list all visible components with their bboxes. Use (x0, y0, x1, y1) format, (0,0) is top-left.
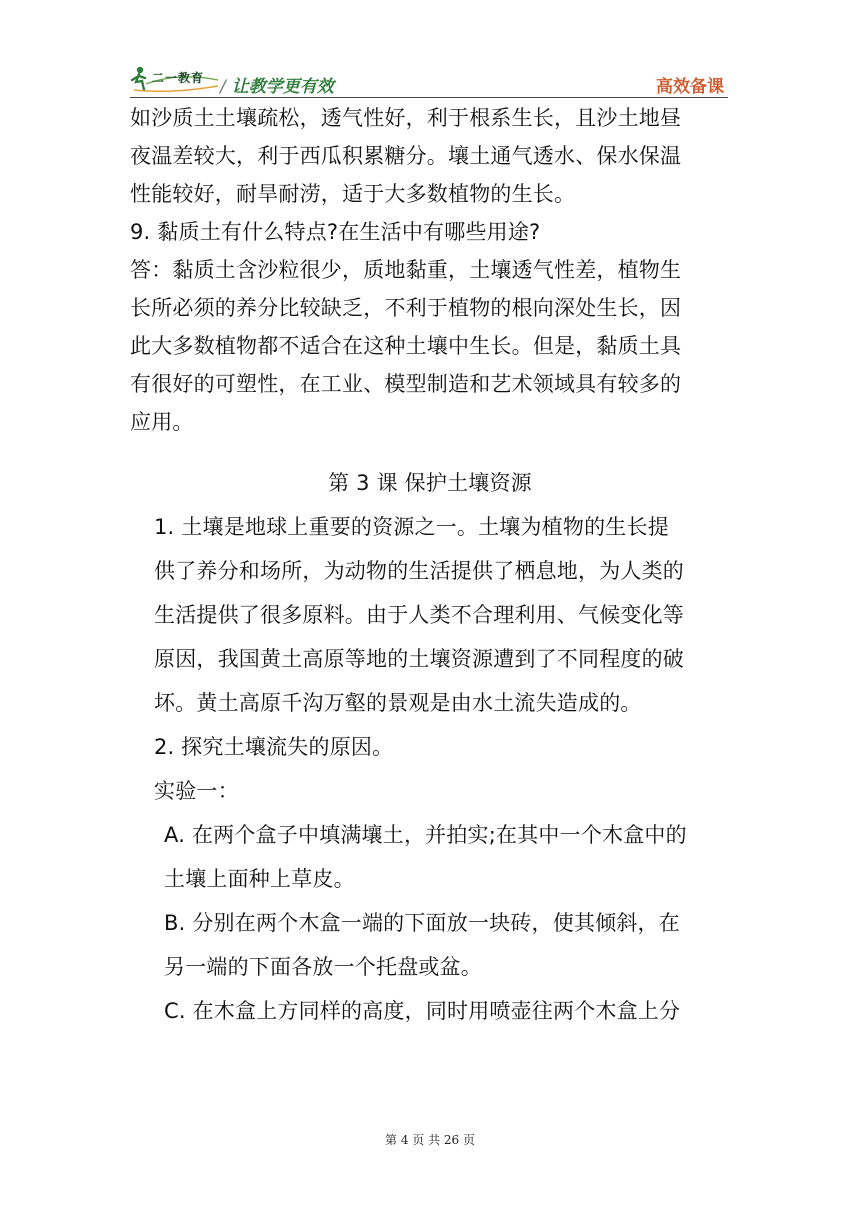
text-line: 夜温差较大，利于西瓜积累糖分。壤土通气透水、保水保温 (130, 144, 682, 168)
text-line: 性能较好，耐旱耐涝，适于大多数植物的生长。 (130, 182, 576, 206)
header-divider (130, 97, 728, 98)
text-line: 土壤上面种上草皮。 (164, 867, 355, 891)
page-header (130, 60, 728, 98)
text-line: 另一端的下面各放一个托盘或盆。 (164, 955, 482, 979)
text-line: 2. 探究土壤流失的原因。 (154, 735, 394, 759)
question-heading: 9. 黏质土有什么特点?在生活中有哪些用途? (130, 220, 541, 244)
experiment-heading: 实验一： (154, 779, 239, 803)
text-line: 1. 土壤是地球上重要的资源之一。土壤为植物的生长提 (154, 515, 669, 539)
lesson-title: 第 3 课 保护土壤资源 (328, 471, 532, 495)
text-line: 供了养分和场所，为动物的生活提供了栖息地，为人类的 (154, 559, 684, 583)
logo-text: 二一教育 (152, 71, 205, 85)
text-line: A. 在两个盒子中填满壤土，并拍实;在其中一个木盒中的 (164, 823, 687, 847)
text-line: 原因，我国黄土高原等地的土壤资源遭到了不同程度的破 (154, 647, 684, 671)
text-line: 生活提供了很多原料。由于人类不合理利用、气候变化等 (154, 603, 684, 627)
text-line: 坏。黄土高原千沟万壑的景观是由水土流失造成的。 (154, 691, 642, 715)
text-line: C. 在木盒上方同样的高度，同时用喷壶往两个木盒上分 (164, 999, 681, 1023)
text-line: 有很好的可塑性，在工业、模型制造和艺术领域具有较多的 (130, 372, 682, 396)
text-line: 长所必须的养分比较缺乏，不利于植物的根向深处生长，因 (130, 296, 682, 320)
text-line: 答：黏质土含沙粒很少，质地黏重，土壤透气性差，植物生 (130, 258, 682, 282)
header-slogan (220, 72, 334, 97)
text-line: 此大多数植物都不适合在这种土壤中生长。但是，黏质土具 (130, 334, 682, 358)
text-line: B. 分别在两个木盒一端的下面放一块砖，使其倾斜，在 (164, 911, 680, 935)
slogan-text: 让教学更有效 (231, 77, 334, 97)
page-number: 第 4 页 共 26 页 (385, 1133, 475, 1147)
text-line: 如沙质土土壤疏松，透气性好，利于根系生长，且沙土地昼 (130, 106, 682, 130)
text-line: 应用。 (130, 410, 194, 434)
header-separator: / (220, 77, 226, 97)
header-brand: 高效备课 (656, 77, 724, 97)
